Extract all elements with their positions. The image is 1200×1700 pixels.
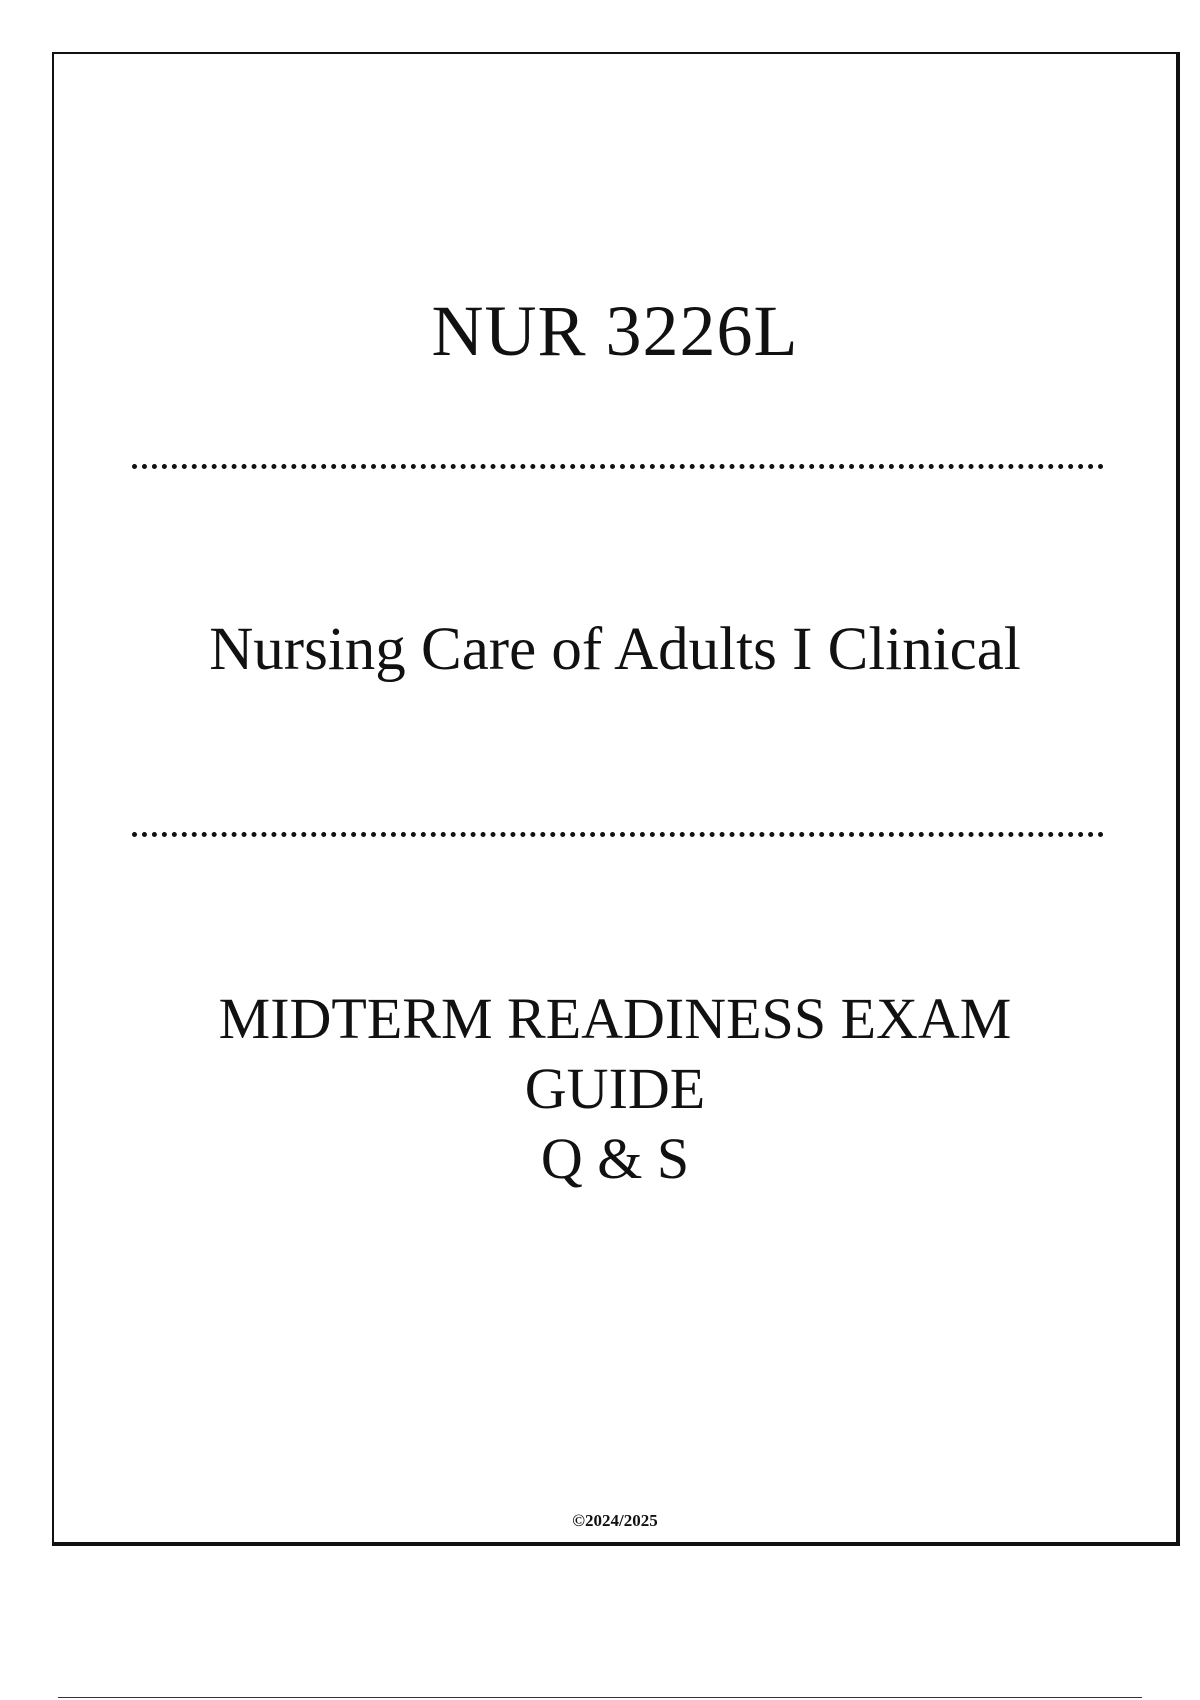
course-title: Nursing Care of Adults I Clinical — [209, 616, 1021, 683]
course-code: NUR 3226L — [431, 291, 799, 371]
copyright-notice: ©2024/2025 — [572, 1511, 658, 1530]
dotted-divider-bottom — [132, 832, 1104, 837]
cover-frame — [52, 52, 1180, 1546]
page-bottom-rule — [58, 1697, 1142, 1698]
dotted-divider-top — [132, 464, 1104, 469]
exam-title-line-2: GUIDE — [524, 1056, 706, 1121]
exam-title — [54, 984, 1176, 1194]
exam-title-line-3: Q & S — [540, 1126, 690, 1191]
exam-title-line-1: MIDTERM READINESS EXAM — [218, 986, 1012, 1051]
